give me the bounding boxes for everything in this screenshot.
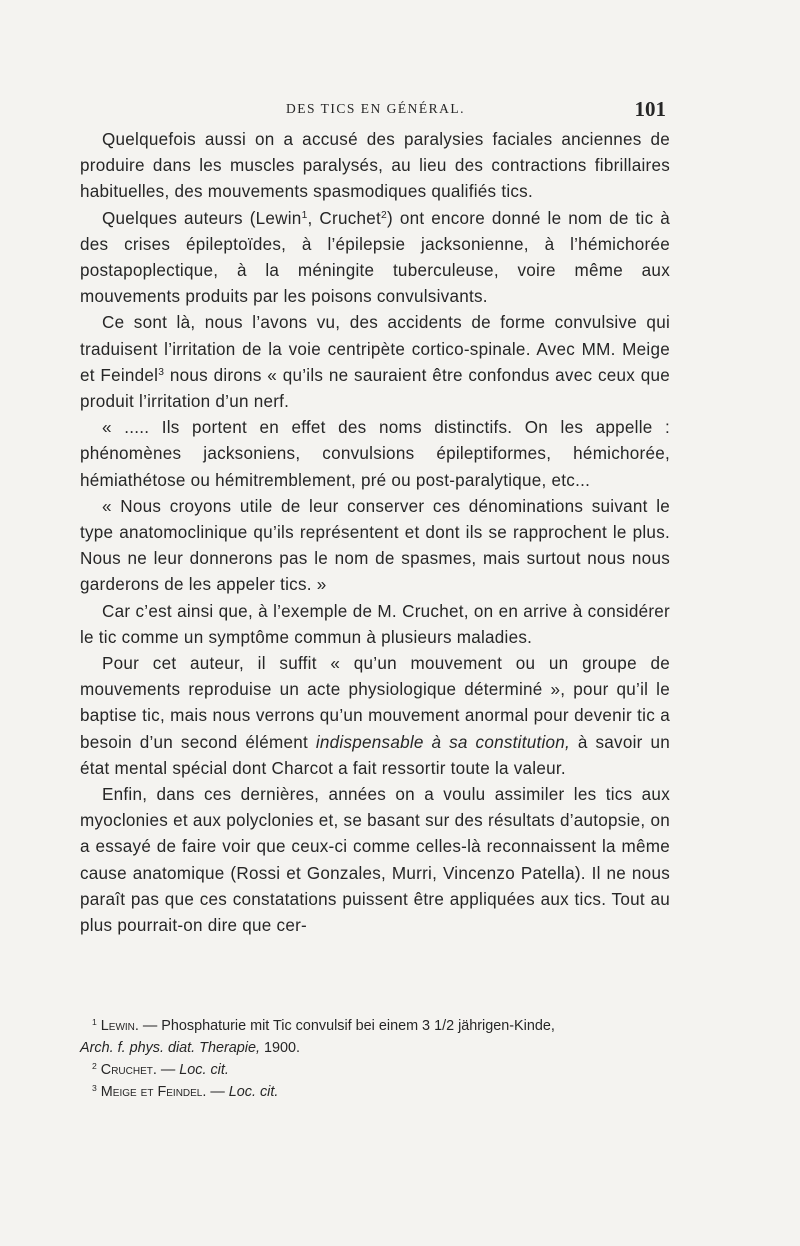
paragraph-7-italic: indispensable à sa constitution, [315, 732, 571, 752]
footnote-italic: Loc. cit. [228, 1084, 279, 1100]
paragraph-6: Car c’est ainsi que, à l’exemple de M. Cruchet, on en arrive à considérer le tic comme un symptôme commun à plusieurs maladies. [80, 601, 670, 647]
paragraph-2-part-a: Quelques auteurs (Lewin [102, 208, 302, 228]
footnote-text: — [156, 1062, 180, 1078]
footnote-author: Lewin. [100, 1018, 139, 1034]
footnote-ref-1: 1 [301, 209, 308, 221]
main-text [80, 127, 670, 939]
footnote-ref-2: 2 [381, 209, 387, 221]
footnote-marker: 1 [92, 1016, 97, 1027]
page-number: 101 [634, 97, 666, 121]
footnote-ref-3: 3 [158, 366, 165, 378]
running-head: DES TICS EN GÉNÉRAL. [286, 101, 466, 116]
paragraph-7 [80, 651, 670, 782]
footnote-author: Cruchet. [100, 1062, 157, 1078]
paragraph-2 [80, 206, 670, 311]
page-header [80, 97, 666, 121]
footnote-text: — Phosphaturie mit Tic convulsif bei einem 3 1/2 jährigen-Kinde, [138, 1018, 555, 1034]
footnote-marker: 2 [92, 1060, 97, 1071]
footnote-author: Meige et Feindel. [100, 1084, 207, 1100]
paragraph-2-part-c: ) ont encore donné le nom de tic à des crises épileptoïdes, à l’épilepsie jacksonienne, à l’hémichorée postapoplectique, à la méningite tuberculeuse, voire même aux mouvements produits par les poisons convulsivants. [80, 208, 671, 307]
paragraph-2-part-b: , Cruchet [307, 208, 382, 228]
footnote-text: — [206, 1084, 229, 1100]
paragraph-3-part-b: nous dirons « qu’ils ne sauraient être confondus avec ceux que produit l’irritation d’un nerf. [80, 365, 670, 412]
footnote-marker: 3 [92, 1082, 97, 1093]
paragraph-5: « Nous croyons utile de leur conserver ces dénominations suivant le type anatomoclinique qu’ils représentent et dont ils se rapprochent le plus. Nous ne leur donnerons pas le nom de spasmes, mais surtout nous nous garderons de les appeler tics. » [80, 496, 670, 595]
footnotes [80, 1015, 670, 1103]
footnote-1 [80, 1015, 670, 1059]
footnote-italic: Arch. f. phys. diat. Therapie, [80, 1040, 260, 1056]
footnote-2 [80, 1059, 670, 1081]
paragraph-8: Enfin, dans ces dernières, années on a voulu assimiler les tics aux myoclonies et aux polyclonies et, se basant sur des résultats d’autopsie, on a essayé de faire voir que ceux-ci comme celles-là reconnaissent la même cause anatomique (Rossi et Gonzales, Murri, Vincenzo Patella). Il ne nous paraît pas que ces constatations puissent être appliquées aux tics. Tout au plus pourrait-on dire que cer- [80, 785, 670, 936]
paragraph-7-part-a: Pour cet auteur, il suffit « qu’un mouvement ou un groupe de mouvements reproduise un acte physiologique déterminé », pour qu’il le baptise tic, mais nous verrons qu’un mouvement anormal pour devenir tic a besoin d’un second élément [80, 654, 670, 752]
footnote-italic: Loc. cit. [179, 1062, 229, 1078]
footnote-tail: 1900. [259, 1040, 300, 1056]
paragraph-7-part-b: à savoir un état mental spécial dont Charcot a fait ressortir toute la valeur. [80, 732, 670, 778]
paragraph-3-part-a: Ce sont là, nous l’avons vu, des accidents de forme convulsive qui traduisent l’irritation de la voie centripète cortico-spinale. Avec MM. Meige et Feindel [80, 313, 670, 385]
paragraph-3 [80, 310, 670, 415]
paragraph-1: Quelquefois aussi on a accusé des paralysies faciales anciennes de produire dans les muscles paralysés, au lieu des contractions fibrillaires habituelles, des mouvements spasmodiques qualifiés tics. [80, 130, 670, 202]
footnote-3 [80, 1081, 670, 1103]
paragraph-4: « ..... Ils portent en effet des noms distinctifs. On les appelle : phénomènes jacksoniens, convulsions épileptiformes, hémichorée, hémiathétose ou hémitremblement, pré ou post-paralytique, etc... [80, 418, 670, 490]
